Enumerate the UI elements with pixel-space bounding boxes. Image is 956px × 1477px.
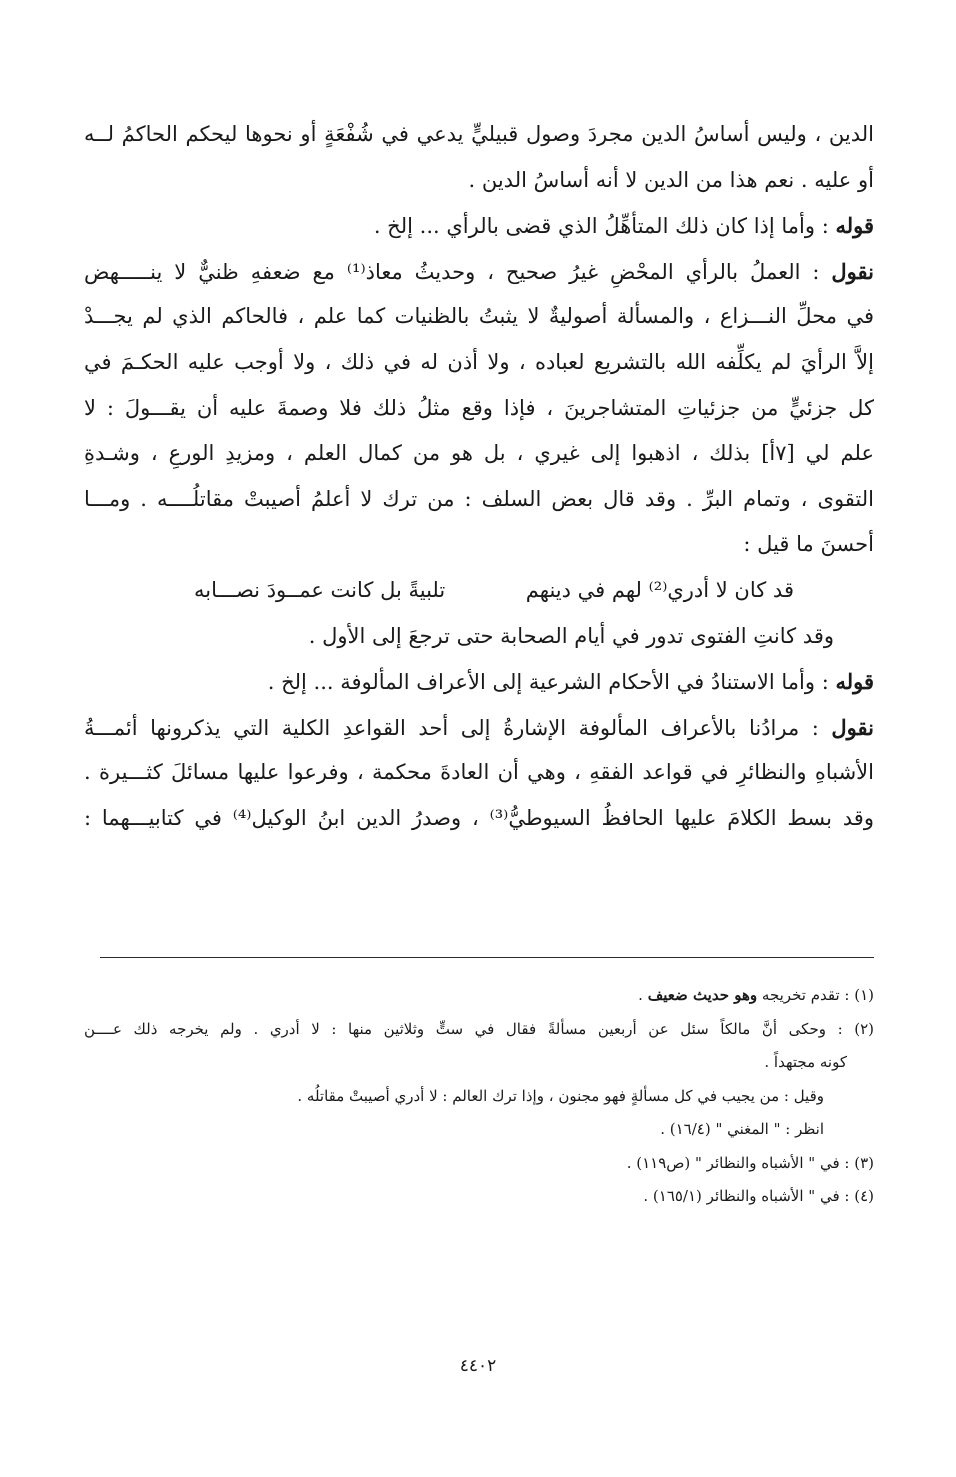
paragraph-naqul-1 — [84, 249, 874, 295]
text-line: في محلِّ النـــزاع ، والمسألة أصوليةٌ لا يثبتُ بالظنيات كما علم ، فالحاكم الذي لم يجـــدْ — [84, 304, 874, 329]
footnote-divider — [100, 957, 874, 958]
footnotes — [84, 979, 874, 1214]
paragraph-lead: قوله — [835, 213, 874, 239]
paragraph-text: : وأما إذا كان ذلك المتأهِّلُ الذي قضى بالرأي ... إلخ . — [373, 214, 836, 239]
verse-hemistich: تلبيةً بل كانت عمــودَ نصـــابه — [194, 577, 446, 602]
paragraph-qawluh-1 — [84, 203, 874, 249]
paragraph-lead: قوله — [835, 669, 874, 695]
footnote-3: (٣) : في " الأشباه والنظائر " (ص١١٩) . — [626, 1153, 874, 1172]
footnote-1 — [84, 979, 874, 1013]
paragraph-text: : العملُ بالرأي المحْضِ غيرُ صحيح ، وحديثُ معاذ⁽¹⁾ مع ضعفهِ ظنيٌّ لا ينـــــهض — [84, 259, 832, 284]
paragraph-lead: نقول — [831, 258, 874, 284]
footnote-4: (٤) : في " الأشباه والنظائر (١٦٥/١) . — [643, 1187, 874, 1205]
page-number: ٤٤٠٢ — [459, 1356, 497, 1376]
text-line: إلاَّ الرأيَ لم يكلِّفه الله بالتشريع لعباده ، ولا أذن له في ذلك ، ولا أوجب عليه الحكـمَ في — [84, 349, 874, 374]
paragraph-text: : مرادُنا بالأعراف المألوفة الإشارةُ إلى أحد القواعدِ الكلية التي يذكرونها أئمـــةُ — [84, 715, 832, 740]
main-text — [84, 112, 874, 842]
footnote-emphasis: وهو حديث ضعيف — [647, 986, 758, 1004]
text-line: وقد بسط الكلامَ عليها الحافظُ السيوطيُّ⁽³⁾ ، وصدرُ الدين ابنُ الوكيل⁽⁴⁾ في كتابيـــهما : — [84, 805, 874, 830]
text-line: الدين ، وليس أساسُ الدين مجردَ وصول قبيليٍّ يدعي في شُفْعَةٍ أو نحوها ليحكم الحاكمُ لــه — [84, 122, 874, 146]
paragraph-qawluh-2 — [84, 659, 874, 705]
footnote-text: . — [638, 986, 648, 1004]
verse-hemistich: قد كان لا أدري⁽²⁾ لهم في دينهم — [525, 577, 794, 602]
poem-verse — [84, 568, 874, 614]
paragraph-lead: نقول — [831, 714, 874, 740]
text-line: علم لي [٧أ] بذلك ، اذهبوا إلى غيري ، بل هو من كمال العلم ، ومزيدِ الورعِ ، وشـدةِ — [84, 441, 874, 466]
text-line: التقوى ، وتمام البرِّ . وقد قال بعض السلف : من ترك لا أعلمُ أصيبتْ مقاتلُــــه . ومـــا — [84, 486, 874, 511]
paragraph-text: : وأما الاستنادُ في الأحكام الشرعية إلى الأعراف المألوفة ... إلخ . — [267, 670, 836, 695]
paragraph-naqul-2 — [84, 705, 874, 751]
footnote-2-continued: كونه مجتهداً . — [764, 1053, 847, 1071]
text-line: أو عليه . نعم هذا من الدين لا أنه أساسُ الدين . — [468, 167, 874, 192]
footnote-2-continued: انظر : " المغني " (١٦/٤) . — [660, 1120, 824, 1138]
poem-line: وقد كانتِ الفتوى تدور في أيام الصحابة حتى ترجعَ إلى الأول . — [308, 623, 834, 648]
text-line: الأشباهِ والنظائرِ في قواعد الفقهِ ، وهي أن العادةَ محكمة ، وفرعوا عليها مسائلَ كثـــيرة . — [84, 760, 874, 785]
text-line: أحسنَ ما قيل : — [743, 532, 874, 557]
text-line: كل جزئيٍّ من جزئياتِ المتشاجرينَ ، فإذا وقع مثلُ ذلك فلا وصمةَ عليه أن يقـــولَ : لا — [84, 395, 874, 420]
footnote-2: (٢) : وحكى أنَّ مالكاً سئل عن أربعين مسألةً فقال في ستٍّ وثلاثين منها : لا أدري . ولم يخرجه ذلك عــــن — [84, 1019, 874, 1038]
footnote-text: (١) : تقدم تخريجه — [757, 986, 874, 1004]
footnote-2-continued: وقيل : من يجيب في كل مسألةٍ فهو مجنون ، وإذا ترك العالم : لا أدري أصيبتْ مقاتلُه . — [297, 1086, 824, 1105]
